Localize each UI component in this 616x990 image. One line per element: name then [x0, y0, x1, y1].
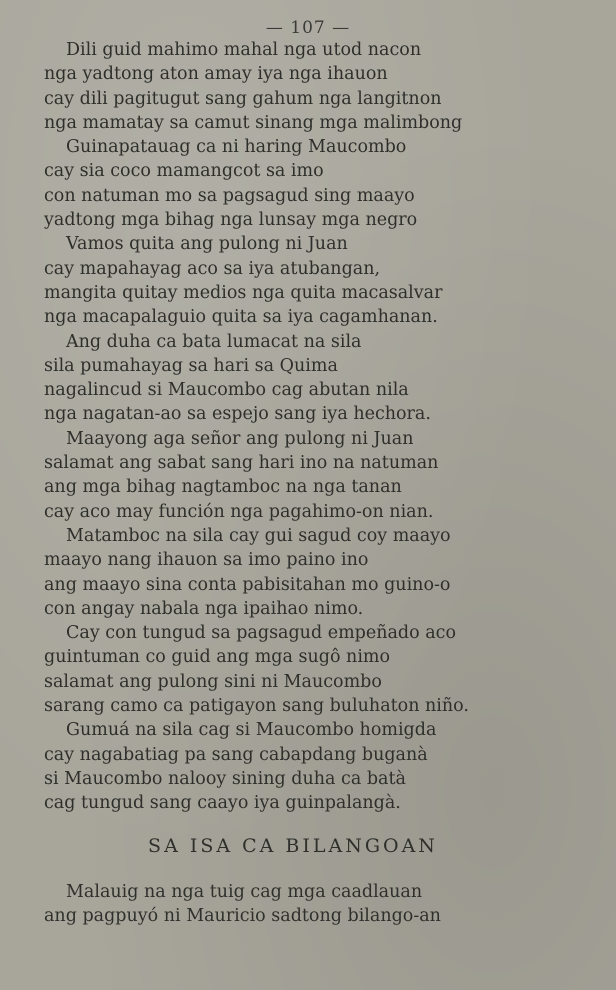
prose-line: ang pagpuyó ni Mauricio sadtong bilango-an: [44, 905, 441, 926]
verse-line: Dili guid mahimo mahal nga utod nacon: [66, 40, 422, 60]
stanza-4: [44, 330, 542, 427]
stanza-2: [44, 135, 542, 232]
stanza-5: [44, 427, 542, 524]
section-heading: SA ISA CA BILANGOAN: [148, 834, 438, 857]
stanza-8: [44, 718, 542, 815]
verse-line: salamat ang pulong sini ni Maucombo: [44, 671, 382, 692]
verse-line: ang maayo sina conta pabisitahan mo guino-o: [44, 574, 451, 595]
verse-line: cay mapahayag aco sa iya atubangan,: [44, 258, 381, 279]
verse-line: nga macapalaguio quita sa iya cagamhanan.: [44, 307, 438, 328]
verse-line: cay dili pagitugut sang gahum nga langitnon: [44, 88, 442, 109]
verse-line: cay sia coco mamangcot sa imo: [44, 161, 324, 182]
verse-line: cay aco may función nga pagahimo-on nian.: [44, 501, 434, 522]
verse-line: si Maucombo nalooy sining duha ca batà: [44, 768, 406, 789]
verse-line: Vamos quita ang pulong ni Juan: [66, 234, 348, 255]
verse-line: nga nagatan-ao sa espejo sang iya hechora.: [44, 404, 431, 425]
verse-line: Ang duha ca bata lumacat na sila: [66, 331, 362, 352]
verse-line: yadtong mga bihag nga lunsay mga negro: [44, 210, 418, 231]
stanza-6: [44, 524, 542, 621]
verse-line: Cay con tungud sa pagsagud empeñado aco: [66, 623, 457, 644]
verse-line: sarang camo ca patigayon sang buluhaton niño.: [44, 696, 469, 717]
verse-line: nga mamatay sa camut sinang mga malimbong: [44, 112, 463, 133]
verse-line: maayo nang ihauon sa imo paino ino: [44, 550, 369, 571]
verse-line: Maayong aga señor ang pulong ni Juan: [66, 428, 414, 449]
verse-line: con natuman mo sa pagsagud sing maayo: [44, 185, 415, 206]
verse-line: ang mga bihag nagtamboc na nga tanan: [44, 477, 402, 498]
stanza-3: [44, 232, 542, 329]
verse-line: cag tungud sang caayo iya guinpalangà.: [44, 793, 401, 814]
verse-line: salamat ang sabat sang hari ino na natuman: [44, 453, 439, 474]
verse-line: nga yadtong aton amay iya nga ihauon: [44, 64, 388, 85]
page-number: — 107 —: [265, 18, 351, 38]
verse-line: cay nagabatiag pa sang cabapdang buganà: [44, 744, 428, 765]
verse-line: Matamboc na sila cay gui sagud coy maayo: [66, 525, 451, 546]
verse-line: con angay nabala nga ipaihao nimo.: [44, 598, 364, 619]
verse-line: guintuman co guid ang mga sugô nimo: [44, 647, 391, 668]
verse-line: nagalincud si Maucombo cag abutan nila: [44, 380, 409, 401]
stanza-7: [44, 621, 542, 718]
verse-line: sila pumahayag sa hari sa Quima: [44, 355, 338, 376]
verse-line: Gumuá na sila cag si Maucombo homigda: [66, 720, 437, 741]
section-text: [44, 880, 542, 929]
verse-line: Guinapatauag ca ni haring Maucombo: [66, 137, 407, 158]
verse-line: mangita quitay medios nga quita macasalvar: [44, 282, 443, 303]
prose-line: Malauig na nga tuig cag mga caadlauan: [66, 881, 423, 902]
stanza-1: [44, 38, 542, 135]
